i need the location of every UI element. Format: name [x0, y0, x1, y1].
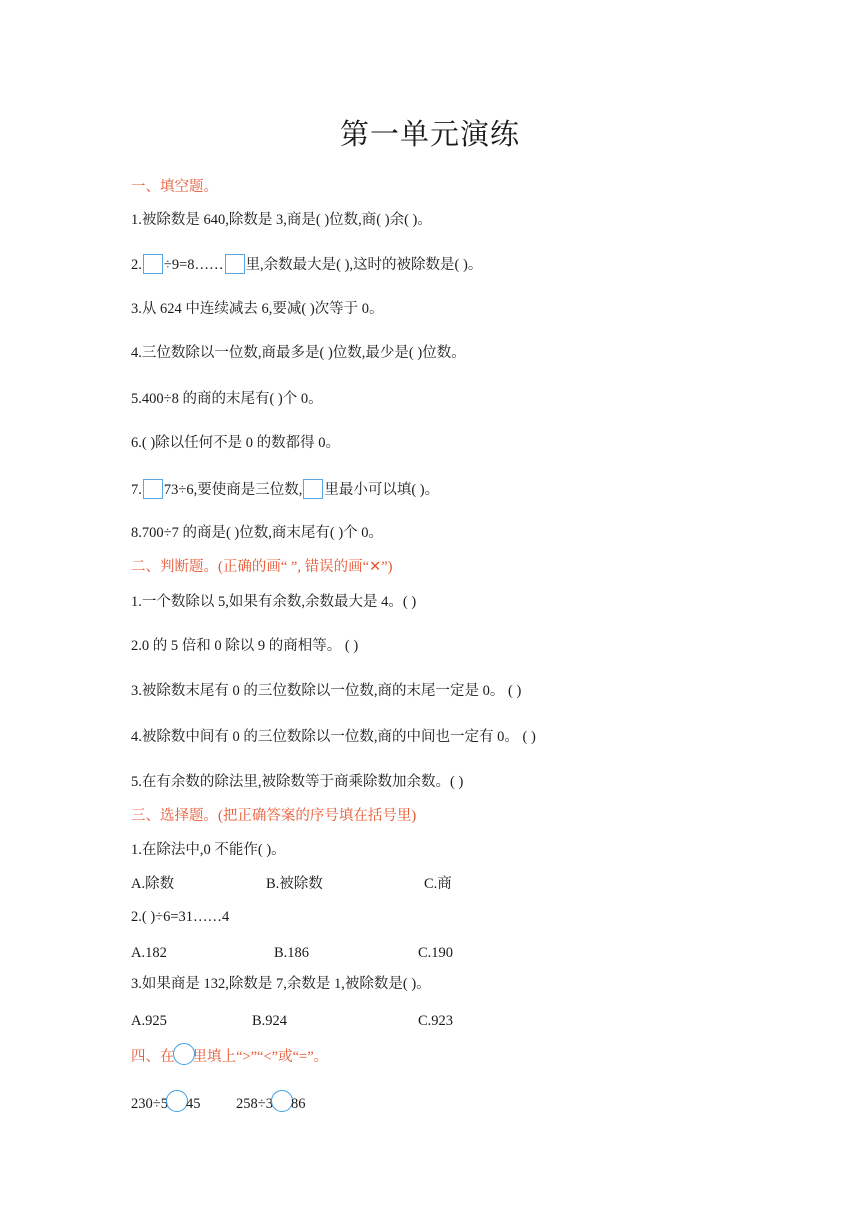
expression-left: 230÷5 [131, 1096, 168, 1112]
answer-box-icon[interactable] [143, 254, 163, 274]
choice-question-2: 2.( )÷6=31……4 [131, 909, 230, 925]
judge-question-3: 3.被除数末尾有 0 的三位数除以一位数,商的末尾一定是 0。 ( ) [131, 683, 522, 699]
section-fill-heading: 一、填空题。 [131, 179, 218, 195]
choice-2-option-c[interactable]: C.190 [418, 945, 454, 961]
fill-question-2 [131, 254, 482, 275]
page-title: 第一单元演练 [339, 119, 520, 151]
choice-3-option-c[interactable]: C.923 [418, 1013, 454, 1029]
question-text: ÷9=8…… [163, 257, 224, 273]
question-text: 里最小可以填( )。 [324, 482, 440, 498]
expression-left: 258÷3 [236, 1096, 273, 1112]
section-text: 四、在 [131, 1049, 175, 1065]
choice-2-option-b[interactable]: B.186 [274, 945, 310, 961]
fill-question-7 [131, 479, 439, 500]
fill-question-5: 5.400÷8 的商的末尾有( )个 0。 [131, 391, 323, 407]
circle-icon [173, 1043, 195, 1065]
section-text: 里填上“>”“<”或“=”。 [192, 1049, 329, 1065]
fill-question-3: 3.从 624 中连续减去 6,要减( )次等于 0。 [131, 301, 384, 317]
judge-question-4: 4.被除数中间有 0 的三位数除以一位数,商的中间也一定有 0。 ( ) [131, 729, 536, 745]
fill-question-4: 4.三位数除以一位数,商最多是( )位数,最少是( )位数。 [131, 345, 466, 361]
section-compare-heading [131, 1043, 328, 1067]
compare-expression-2 [236, 1090, 305, 1114]
fill-question-6: 6.( )除以任何不是 0 的数都得 0。 [131, 435, 341, 451]
choice-1-option-c[interactable]: C.商 [424, 876, 452, 892]
question-number: 2. [131, 257, 142, 273]
answer-box-icon[interactable] [303, 479, 323, 499]
compare-expression-1 [131, 1090, 200, 1114]
choice-1-option-a[interactable]: A.除数 [131, 876, 175, 892]
judge-question-2: 2.0 的 5 倍和 0 除以 9 的商相等。 ( ) [131, 638, 359, 654]
choice-question-3: 3.如果商是 132,除数是 7,余数是 1,被除数是( )。 [131, 976, 431, 992]
answer-box-icon[interactable] [143, 479, 163, 499]
choice-3-option-b[interactable]: B.924 [252, 1013, 288, 1029]
expression-right: 45 [185, 1096, 201, 1112]
compare-circle-icon[interactable] [271, 1090, 293, 1112]
question-text: 里,余数最大是( ),这时的被除数是( )。 [245, 257, 483, 273]
question-number: 7. [131, 482, 142, 498]
expression-right: 86 [290, 1096, 306, 1112]
choice-question-1: 1.在除法中,0 不能作( )。 [131, 842, 286, 858]
judge-question-1: 1.一个数除以 5,如果有余数,余数最大是 4。( ) [131, 594, 417, 610]
fill-question-8: 8.700÷7 的商是( )位数,商末尾有( )个 0。 [131, 525, 384, 541]
choice-3-option-a[interactable]: A.925 [131, 1013, 167, 1029]
choice-1-option-b[interactable]: B.被除数 [266, 876, 323, 892]
section-choice-heading: 三、选择题。(把正确答案的序号填在括号里) [131, 808, 417, 824]
compare-circle-icon[interactable] [166, 1090, 188, 1112]
section-judge-heading: 二、判断题。(正确的画“ ”, 错误的画“✕”) [131, 559, 393, 575]
judge-question-5: 5.在有余数的除法里,被除数等于商乘除数加余数。( ) [131, 774, 464, 790]
fill-question-1: 1.被除数是 640,除数是 3,商是( )位数,商( )余( )。 [131, 212, 432, 228]
answer-box-icon[interactable] [225, 254, 245, 274]
choice-2-option-a[interactable]: A.182 [131, 945, 167, 961]
question-text: 73÷6,要使商是三位数, [163, 482, 303, 498]
